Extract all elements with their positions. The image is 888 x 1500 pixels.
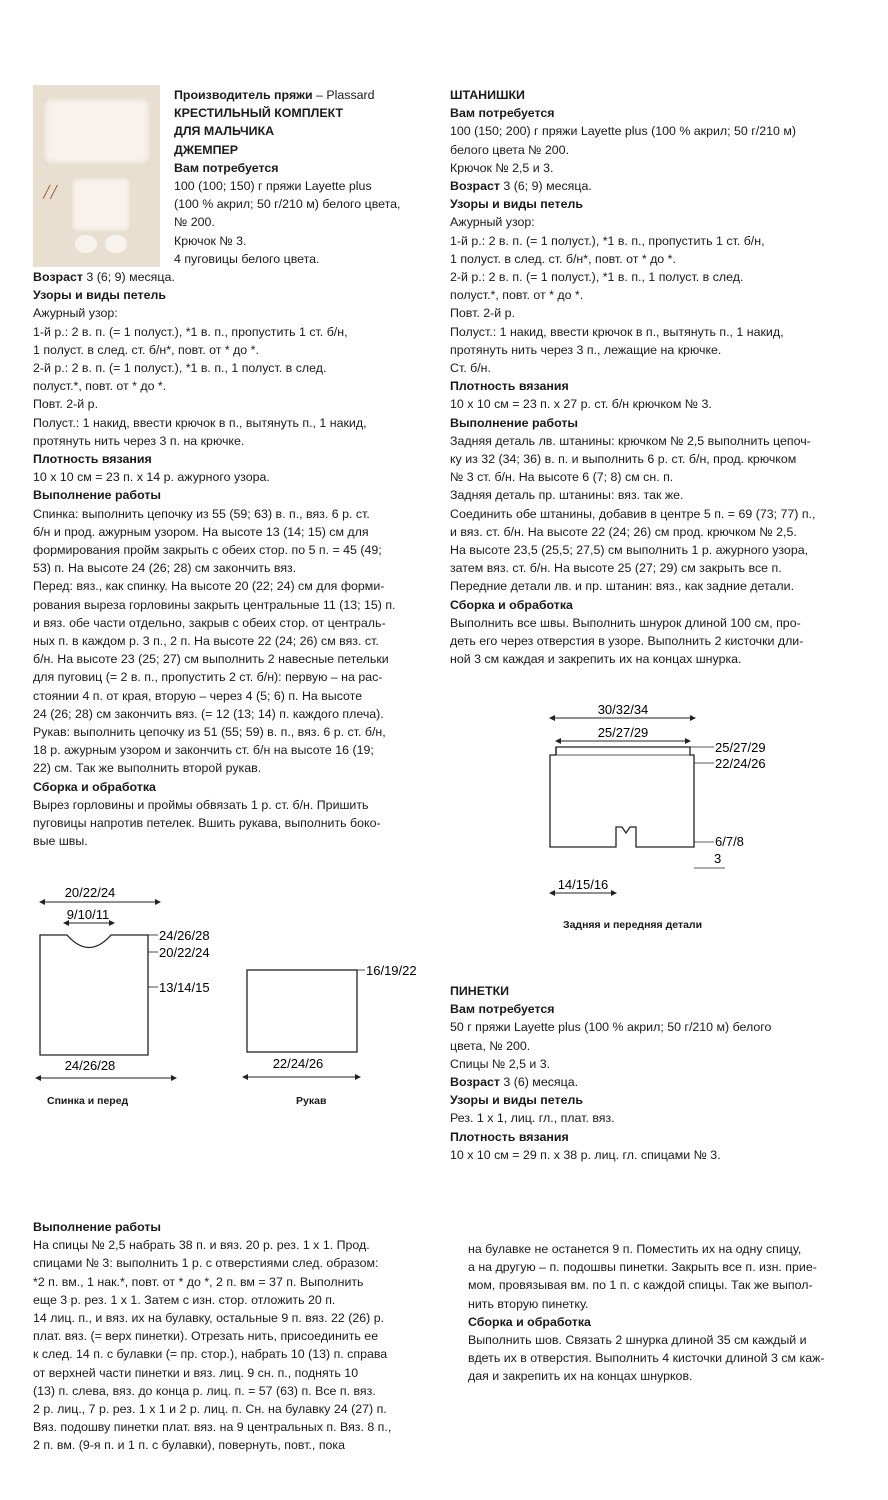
right-label-2: 22/24/26 bbox=[715, 756, 766, 771]
jumper-diagram-caption: Спинка и перед bbox=[47, 1095, 129, 1107]
work-text bbox=[450, 432, 815, 596]
patterns-heading: Узоры и виды петель bbox=[450, 197, 583, 212]
text-line: нить вторую пинетку. bbox=[468, 1296, 589, 1311]
manufacturer-sep: – bbox=[312, 88, 327, 102]
bootie-image bbox=[75, 235, 97, 253]
assembly-heading: Сборка и обработка bbox=[33, 779, 156, 794]
jumper-outline bbox=[40, 935, 148, 1055]
text-line: Рукав: выполнить цепочку из 51 (55; 59) в. п., вяз. 6 р. ст. б/н, bbox=[33, 725, 386, 740]
text-line: Передние детали лв. и пр. штанин: вяз., как задние детали. bbox=[450, 579, 795, 594]
needs-heading: Вам потребуется bbox=[450, 106, 555, 121]
text-line: к след. 14 п. с булавки (= пр. стор.), набрать 10 (13) п. справа bbox=[33, 1347, 388, 1362]
neck-width-label: 9/10/11 bbox=[66, 907, 110, 922]
text-line: Ст. б/н. bbox=[450, 361, 491, 376]
needs-list bbox=[450, 1018, 771, 1073]
manufacturer-line bbox=[174, 86, 401, 104]
header-block bbox=[174, 86, 401, 268]
text-line: Крючок № 3. bbox=[174, 233, 247, 248]
text-line: Выполнить все швы. Выполнить шнурок длиной 100 см, про- bbox=[450, 615, 801, 630]
crochet-hooks-image: ╱╱ bbox=[43, 185, 58, 199]
age-line bbox=[450, 1073, 771, 1091]
text-line: Выполнить шов. Связать 2 шнурка длиной 35 см каждый и bbox=[468, 1333, 807, 1348]
density-text bbox=[450, 395, 815, 413]
text-line: стоянии 4 п. от края, вторую – через 4 (5; 6) п. На высоте bbox=[33, 688, 363, 703]
text-line: *2 п. вм., 1 нак.*, повт. от * до *, 2 п. вм = 37 п. Выполнить bbox=[33, 1274, 364, 1289]
text-line: 24 (26; 28) см закончить вяз. (= 12 (13; 14) п. каждого плеча). bbox=[33, 706, 384, 721]
text-line: затем вяз. ст. б/н. На высоте 25 (27; 29) см закрыть все п. bbox=[450, 561, 782, 576]
booties-heading: ПИНЕТКИ bbox=[450, 984, 510, 998]
text-line: 1-й р.: 2 в. п. (= 1 полуст.), *1 в. п., пропустить 1 ст. б/н, bbox=[33, 324, 348, 339]
pants-diagram bbox=[520, 695, 810, 935]
text-line: б/н и прод. ажурным узором. На высоте 13 (14; 15) см для bbox=[33, 524, 369, 539]
inner-width-label: 25/27/29 bbox=[597, 725, 649, 740]
work-text-continued bbox=[468, 1240, 825, 1313]
bottom-width-label: 24/26/28 bbox=[64, 1058, 116, 1073]
assembly-heading: Сборка и обработка bbox=[468, 1314, 591, 1329]
density-text bbox=[33, 468, 396, 486]
text-line: Повт. 2-й р. bbox=[33, 397, 99, 412]
jumper-diagram bbox=[30, 880, 230, 1095]
assembly-text bbox=[468, 1331, 825, 1386]
booties-work-cont-section bbox=[468, 1240, 825, 1386]
text-line: 14 лиц. п., и вяз. их на булавку, остальные 9 п. вяз. 22 (26) р. bbox=[33, 1311, 385, 1326]
right-label-1: 24/26/28 bbox=[159, 928, 210, 943]
title-line: КРЕСТИЛЬНЫЙ КОМПЛЕКТ bbox=[174, 106, 344, 121]
text-line: ной 3 см каждая и закрепить их на концах шнурка. bbox=[450, 652, 742, 667]
age-line bbox=[33, 268, 396, 286]
text-line: и вяз. ст. б/н. На высоте 22 (24; 26) см прод. крючком № 2,5. bbox=[450, 524, 797, 539]
text-line: 1-й р.: 2 в. п. (= 1 полуст.), *1 в. п., пропустить 1 ст. б/н, bbox=[450, 233, 765, 248]
bottom-width-label: 22/24/26 bbox=[272, 1056, 324, 1071]
text-line: Задняя деталь лв. штанины: крючком № 2,5 выполнить цепоч- bbox=[450, 433, 811, 448]
text-line: 2-й р.: 2 в. п. (= 1 полуст.), *1 в. п., 1 полуст. в след. bbox=[450, 270, 744, 285]
sleeve-diagram-caption: Рукав bbox=[296, 1095, 327, 1107]
assembly-heading: Сборка и обработка bbox=[450, 597, 573, 612]
pants-outline bbox=[550, 747, 694, 847]
work-heading: Выполнение работы bbox=[33, 488, 161, 503]
text-line: на булавке не останется 9 п. Поместить их на одну спицу, bbox=[468, 1242, 802, 1256]
text-line: вые швы. bbox=[33, 834, 88, 849]
text-line: для пуговиц (= 2 в. п., пропустить 2 ст. б/н): первую – на рас- bbox=[33, 670, 383, 685]
patterns-text bbox=[450, 213, 815, 377]
right-label-3: 6/7/8 bbox=[715, 834, 744, 849]
text-line: (100 % акрил; 50 г/210 м) белого цвета, bbox=[174, 197, 401, 212]
text-line: Вяз. подошву пинетки плат. вяз. на 9 центральных п. Вяз. 8 п., bbox=[33, 1420, 392, 1435]
density-heading: Плотность вязания bbox=[450, 1129, 569, 1144]
text-line: № 3 ст. б/н. На высоте 6 (7; 8) см сн. п. bbox=[450, 470, 674, 485]
density-heading: Плотность вязания bbox=[33, 452, 152, 467]
text-line: белого цвета № 200. bbox=[450, 142, 570, 157]
text-line: Ажурный узор: bbox=[33, 306, 118, 321]
text-line: полуст.*, повт. от * до *. bbox=[33, 379, 167, 394]
work-text bbox=[33, 505, 396, 778]
text-line: 10 х 10 см = 29 п. х 38 р. лиц. гл. спицами № 3. bbox=[450, 1147, 721, 1162]
text-line: Спицы № 2,5 и 3. bbox=[450, 1056, 551, 1071]
text-line: 2 р. лиц., 7 р. рез. 1 х 1 и 2 р. лиц. п. Сн. на булавку 24 (27) п. bbox=[33, 1402, 387, 1417]
text-line: цвета, № 200. bbox=[450, 1038, 531, 1053]
text-line: еще 3 р. рез. 1 х 1. Затем с изн. стор. отложить 20 п. bbox=[33, 1292, 336, 1307]
age-value: 3 (6; 9) месяца. bbox=[499, 179, 592, 194]
text-line: 1 полуст. в след. ст. б/н*, повт. от * до *. bbox=[450, 251, 676, 266]
needs-heading: Вам потребуется bbox=[174, 160, 279, 175]
density-text bbox=[450, 1146, 771, 1164]
text-line: ных п. в каждом р. 3 п., 2 п. На высоте 22 (24; 26) см вяз. ст. bbox=[33, 634, 379, 649]
right-label-1: 25/27/29 bbox=[715, 740, 766, 755]
text-line: На высоте 23,5 (25,5; 27,5) см выполнить 1 р. ажурного узора, bbox=[450, 543, 809, 558]
text-line: деть его через отверстия в узоре. Выполнить 2 кисточки дли- bbox=[450, 634, 804, 649]
booties-work-section bbox=[33, 1218, 391, 1455]
sleeve-diagram bbox=[240, 955, 440, 1085]
text-line: 100 (150; 200) г пряжи Layette plus (100 % акрил; 50 г/210 м) bbox=[450, 124, 796, 139]
text-line: 22) см. Так же выполнить второй рукав. bbox=[33, 761, 262, 776]
text-line: дая и закрепить их на концах шнурков. bbox=[468, 1369, 693, 1384]
needs-list bbox=[450, 122, 815, 177]
text-line: Задняя деталь пр. штанины: вяз. так же. bbox=[450, 488, 684, 503]
pants-heading: ШТАНИШКИ bbox=[450, 88, 525, 102]
patterns-heading: Узоры и виды петель bbox=[450, 1093, 583, 1108]
text-line: рования выреза горловины закрыть центральные 11 (13; 15) п. bbox=[33, 597, 396, 612]
age-label: Возраст bbox=[450, 1075, 500, 1090]
text-line: 2-й р.: 2 в. п. (= 1 полуст.), *1 в. п., 1 полуст. в след. bbox=[33, 361, 327, 376]
text-line: № 200. bbox=[174, 215, 215, 230]
pants-image bbox=[71, 177, 131, 232]
sweater-image bbox=[43, 97, 151, 165]
right-label: 16/19/22 bbox=[366, 963, 417, 978]
right-label-2: 20/22/24 bbox=[159, 945, 210, 960]
right-label-3: 13/14/15 bbox=[159, 980, 210, 995]
text-line: Повт. 2-й р. bbox=[450, 306, 516, 321]
text-line: протянуть нить через 3 п., лежащие на крючке. bbox=[450, 342, 722, 357]
text-line: 100 (100; 150) г пряжи Layette plus bbox=[174, 179, 372, 194]
text-line: Рез. 1 х 1, лиц. гл., плат. вяз. bbox=[450, 1111, 615, 1126]
text-line: плат. вяз. (= верх пинетки). Отрезать нить, присоединить ее bbox=[33, 1329, 379, 1344]
manufacturer-label: Производитель пряжи bbox=[174, 88, 313, 102]
age-label: Возраст bbox=[33, 270, 83, 284]
text-line: вдеть их в отверстия. Выполнить 4 кисточки длиной 3 см каж- bbox=[468, 1351, 825, 1366]
text-line: На спицы № 2,5 набрать 38 п. и вяз. 20 р. рез. 1 х 1. Прод. bbox=[33, 1238, 370, 1253]
title-line: ДЛЯ МАЛЬЧИКА bbox=[174, 124, 275, 139]
text-line: Полуст.: 1 накид, ввести крючок в п., вытянуть п., 1 накид, bbox=[33, 415, 367, 430]
top-width-label: 20/22/24 bbox=[64, 885, 116, 900]
text-line: 18 р. ажурным узором и закончить ст. б/н на высоте 16 (19; bbox=[33, 743, 374, 758]
text-line: б/н. На высоте 23 (25; 27) см выполнить 2 навесные петельки bbox=[33, 652, 389, 667]
text-line: Перед: вяз., как спинку. На высоте 20 (22; 24) см для форми- bbox=[33, 579, 385, 594]
text-line: 50 г пряжи Layette plus (100 % акрил; 50 г/210 м) белого bbox=[450, 1020, 772, 1035]
patterns-text bbox=[450, 1109, 771, 1127]
text-line: Крючок № 2,5 и 3. bbox=[450, 160, 554, 175]
patterns-text bbox=[33, 304, 396, 450]
text-line: ку из 32 (34; 36) в. п. и выполнить 6 р. ст. б/н, прод. крючком bbox=[450, 452, 797, 467]
needs-list bbox=[174, 177, 401, 268]
text-line: 53) п. На высоте 24 (26; 28) см закончить вяз. bbox=[33, 561, 297, 576]
text-line: формирования пройм закрыть с обеих стор. по 5 п. = 45 (49; bbox=[33, 543, 382, 558]
text-line: (13) п. слева, вяз. до конца р. лиц. п. = 57 (63) п. Все п. вяз. bbox=[33, 1383, 376, 1398]
text-line: Спинка: выполнить цепочку из 55 (59; 63) в. п., вяз. 6 р. ст. bbox=[33, 506, 370, 521]
text-line: спицами № 3: выполнить 1 р. с отверстиями след. образом: bbox=[33, 1256, 379, 1271]
pants-section bbox=[450, 86, 815, 669]
bootie-image bbox=[105, 235, 127, 253]
text-line: а на другую – п. подошвы пинетки. Закрыть все п. изн. прие- bbox=[468, 1260, 817, 1275]
density-heading: Плотность вязания bbox=[450, 379, 569, 394]
age-value: 3 (6) месяца. bbox=[499, 1075, 579, 1090]
product-photo bbox=[33, 85, 160, 267]
needs-heading: Вам потребуется bbox=[450, 1002, 555, 1017]
text-line: и вяз. обе части отдельно, закрыв с обеих стор. от централь- bbox=[33, 615, 386, 630]
text-line: мом, провязывая вм. по 1 п. с каждой спицы. Так же выпол- bbox=[468, 1278, 813, 1293]
text-line: 2 п. вм. (9-я п. и 1 п. с булавки), повернуть, повт., пока bbox=[33, 1438, 346, 1453]
text-line: 10 х 10 см = 23 п. х 14 р. ажурного узора. bbox=[33, 470, 270, 485]
work-heading: Выполнение работы bbox=[33, 1220, 161, 1234]
text-line: 1 полуст. в след. ст. б/н*, повт. от * до *. bbox=[33, 342, 259, 357]
text-line: 10 х 10 см = 23 п. х 27 р. ст. б/н крючком № 3. bbox=[450, 397, 712, 412]
pants-diagram-caption: Задняя и передняя детали bbox=[563, 919, 703, 931]
work-text bbox=[33, 1236, 391, 1454]
text-line: Вырез горловины и проймы обвязать 1 р. ст. б/н. Пришить bbox=[33, 797, 369, 812]
text-line: полуст.*, повт. от * до *. bbox=[450, 288, 584, 303]
text-line: Ажурный узор: bbox=[450, 215, 535, 230]
booties-section bbox=[450, 982, 771, 1164]
work-heading: Выполнение работы bbox=[450, 415, 578, 430]
text-line: 4 пуговицы белого цвета. bbox=[174, 251, 320, 266]
bottom-width-label: 14/15/16 bbox=[557, 877, 609, 892]
age-value: 3 (6; 9) месяца. bbox=[82, 270, 175, 284]
text-line: пуговицы напротив петелек. Вшить рукава, выполнить боко- bbox=[33, 816, 381, 831]
text-line: от верхней части пинетки и вяз. лиц. 9 сн. п., поднять 10 bbox=[33, 1365, 359, 1380]
manufacturer-name: Plassard bbox=[326, 88, 375, 102]
text-line: протянуть нить через 3 п. на крючке. bbox=[33, 433, 245, 448]
sleeve-outline bbox=[247, 970, 357, 1052]
jumper-section bbox=[33, 268, 396, 851]
age-line bbox=[450, 177, 815, 195]
assembly-text bbox=[33, 796, 396, 851]
text-line: Соединить обе штанины, добавив в центре 5 п. = 69 (73; 77) п., bbox=[450, 506, 816, 521]
patterns-heading: Узоры и виды петель bbox=[33, 288, 166, 303]
age-label: Возраст bbox=[450, 179, 500, 194]
right-label-4: 3 bbox=[714, 851, 722, 866]
text-line: Полуст.: 1 накид, ввести крючок в п., вытянуть п., 1 накид, bbox=[450, 324, 784, 339]
jumper-heading: ДЖЕМПЕР bbox=[174, 142, 239, 157]
assembly-text bbox=[450, 614, 815, 669]
top-width-label: 30/32/34 bbox=[597, 702, 649, 717]
